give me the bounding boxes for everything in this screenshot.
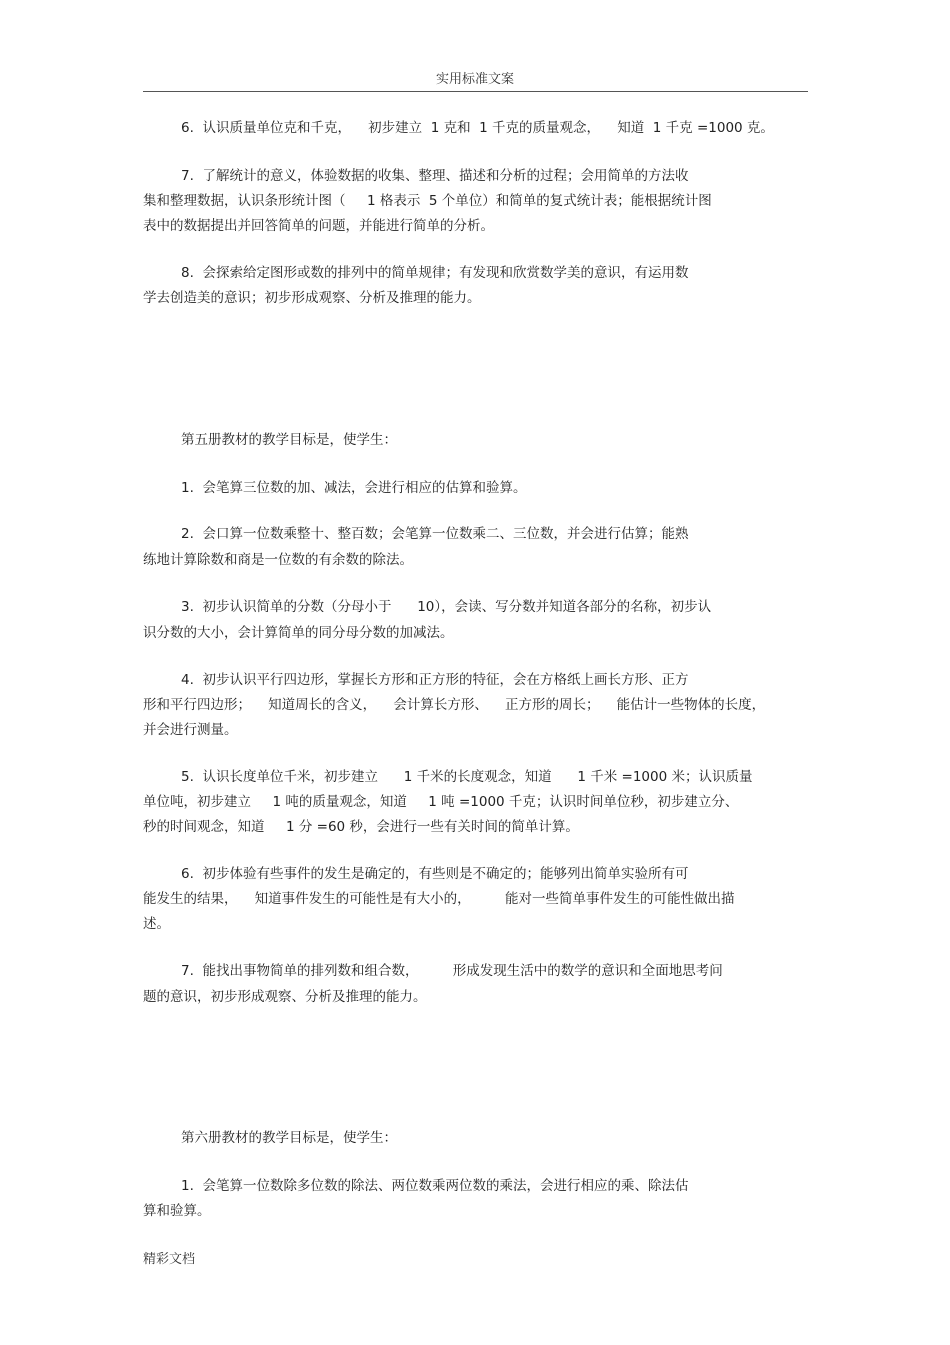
paragraph-line: 单位吨，初步建立 1 吨的质量观念，知道 1 吨 =1000 千克；认识时间单位秒，初步建立分、 (143, 794, 739, 810)
paragraph-line: 1. 会笔算三位数的加、减法，会进行相应的估算和验算。 (181, 480, 527, 496)
page-header: 实用标准文案 (435, 72, 514, 87)
paragraph-line: 2. 会口算一位数乘整十、整百数；会笔算一位数乘二、三位数，并会进行估算；能熟 (181, 526, 689, 542)
paragraph-line: 题的意识，初步形成观察、分析及推理的能力。 (143, 989, 427, 1005)
paragraph-line: 形和平行四边形； 知道周长的含义， 会计算长方形、 正方形的周长； 能估计一些物体的长度， (143, 697, 766, 713)
section-heading: 第五册教材的教学目标是，使学生： (181, 432, 397, 448)
paragraph-line: 4. 初步认识平行四边形，掌握长方形和正方形的特征，会在方格纸上画长方形、正方 (181, 672, 689, 688)
paragraph-line: 述。 (143, 916, 170, 932)
paragraph-line: 并会进行测量。 (143, 722, 238, 738)
paragraph-line: 识分数的大小，会计算简单的同分母分数的加减法。 (143, 625, 454, 641)
paragraph-line: 5. 认识长度单位千米，初步建立 1 千米的长度观念，知道 1 千米 =1000 米；认识质量 (181, 769, 753, 785)
paragraph-line: 1. 会笔算一位数除多位数的除法、两位数乘两位数的乘法，会进行相应的乘、除法估 (181, 1178, 689, 1194)
header-divider (143, 91, 808, 92)
paragraph-line: 7. 能找出事物简单的排列数和组合数， 形成发现生活中的数学的意识和全面地思考问 (181, 963, 723, 979)
paragraph-line: 秒的时间观念，知道 1 分 =60 秒，会进行一些有关时间的简单计算。 (143, 819, 579, 835)
paragraph-line: 表中的数据提出并回答简单的问题，并能进行简单的分析。 (143, 218, 494, 234)
paragraph-line: 练地计算除数和商是一位数的有余数的除法。 (143, 552, 413, 568)
paragraph-line: 3. 初步认识简单的分数（分母小于 10），会读、写分数并知道各部分的名称，初步认 (181, 599, 712, 615)
paragraph-line: 集和整理数据，认识条形统计图（ 1 格表示 5 个单位）和简单的复式统计表；能根据统计图 (143, 193, 712, 209)
page-footer: 精彩文档 (143, 1252, 196, 1267)
paragraph-line: 6. 认识质量单位克和千克， 初步建立 1 克和 1 千克的质量观念， 知道 1 千克 =1000 克。 (181, 120, 774, 136)
paragraph-line: 算和验算。 (143, 1203, 211, 1219)
paragraph-line: 8. 会探索给定图形或数的排列中的简单规律；有发现和欣赏数学美的意识，有运用数 (181, 265, 689, 281)
paragraph-line: 能发生的结果， 知道事件发生的可能性是有大小的， 能对一些简单事件发生的可能性做出描 (143, 891, 735, 907)
paragraph-line: 7. 了解统计的意义，体验数据的收集、整理、描述和分析的过程；会用简单的方法收 (181, 168, 689, 184)
paragraph-line: 学去创造美的意识；初步形成观察、分析及推理的能力。 (143, 290, 481, 306)
section-heading: 第六册教材的教学目标是，使学生： (181, 1130, 397, 1146)
paragraph-line: 6. 初步体验有些事件的发生是确定的，有些则是不确定的；能够列出简单实验所有可 (181, 866, 689, 882)
